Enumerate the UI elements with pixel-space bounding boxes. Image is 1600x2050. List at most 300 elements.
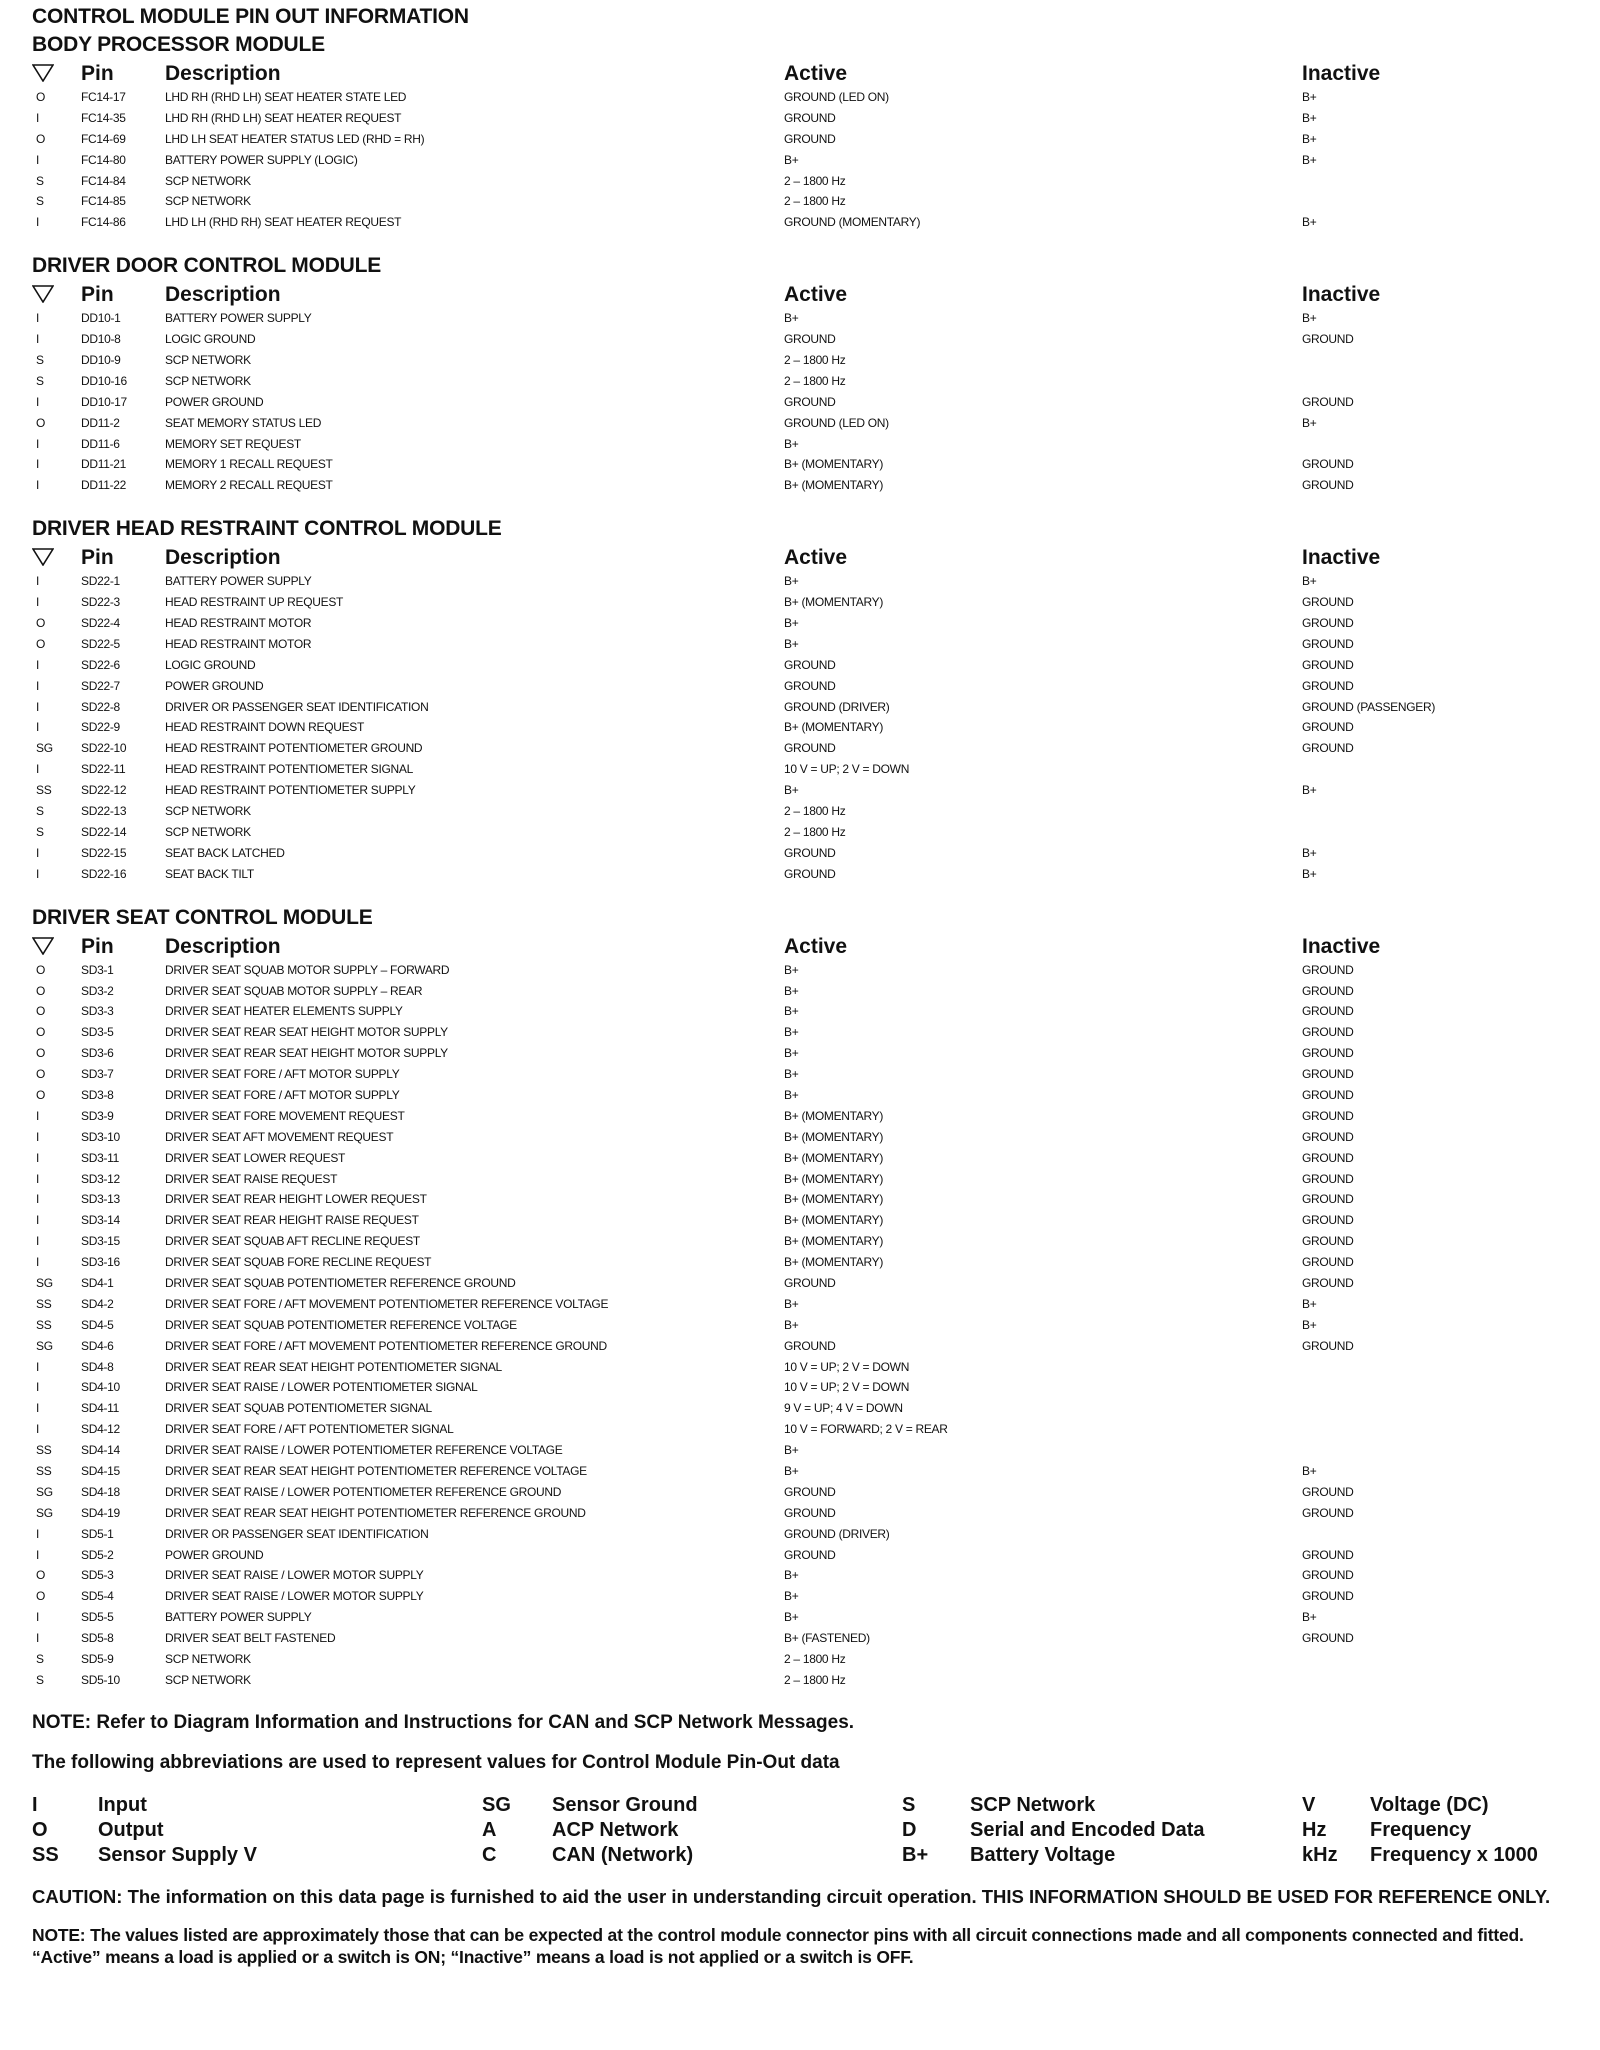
header-active: Active	[784, 62, 848, 85]
pin-type: S	[36, 1652, 44, 1666]
pin-type: O	[36, 1004, 46, 1019]
pin-description: MEMORY 1 RECALL REQUEST	[165, 457, 333, 472]
pin-type: S	[36, 173, 44, 188]
pin-type: I	[36, 1547, 40, 1562]
pin-type: O	[36, 983, 46, 998]
pin-type: O	[36, 1067, 46, 1082]
active-value: B+	[784, 436, 799, 451]
header-pin: Pin	[81, 546, 114, 570]
table-row	[32, 108, 1580, 129]
pin-type: I	[36, 332, 40, 347]
pin-description: BATTERY POWER SUPPLY	[165, 311, 312, 326]
abbreviation-code: O	[32, 1818, 48, 1841]
active-value: 10 V = FORWARD; 2 V = REAR	[784, 1422, 948, 1437]
table-row	[32, 1231, 1580, 1252]
table-row	[32, 613, 1580, 634]
active-value: B+	[784, 1087, 799, 1102]
pin-type: I	[36, 436, 40, 451]
inactive-value: B+	[1302, 110, 1317, 125]
active-value: GROUND	[784, 866, 836, 881]
pin-id: DD11-2	[81, 415, 120, 430]
connector-type-triangle-icon	[32, 548, 54, 566]
active-value: GROUND	[784, 1505, 836, 1520]
active-value: GROUND (DRIVER)	[784, 1526, 890, 1541]
pin-type: I	[36, 866, 40, 881]
table-row	[32, 1294, 1580, 1315]
pin-id: SD3-5	[81, 1025, 114, 1040]
abbreviation-code: A	[482, 1818, 497, 1841]
inactive-value: B+	[1302, 415, 1317, 430]
pin-type: I	[36, 1213, 40, 1228]
pin-id: FC14-85	[81, 194, 126, 209]
header-pin: Pin	[81, 62, 114, 85]
inactive-value: GROUND	[1302, 457, 1354, 472]
pinout-page	[32, 4, 1580, 1968]
module-section	[32, 253, 1580, 496]
pin-type: I	[36, 1150, 40, 1165]
pin-description: DRIVER SEAT RAISE / LOWER POTENTIOMETER SIGNAL	[165, 1380, 478, 1395]
pin-type: SG	[36, 1484, 53, 1499]
active-value: B+ (MOMENTARY)	[784, 1213, 884, 1228]
header-inactive: Inactive	[1302, 546, 1381, 570]
pin-description: DRIVER SEAT HEATER ELEMENTS SUPPLY	[165, 1004, 403, 1019]
active-value: GROUND	[784, 741, 836, 756]
table-row	[32, 1398, 1580, 1419]
active-value: B+	[784, 311, 799, 326]
pin-description: POWER GROUND	[165, 678, 264, 693]
pin-type: I	[36, 1129, 40, 1144]
active-value: GROUND	[784, 131, 836, 146]
pin-type: I	[36, 1359, 40, 1374]
active-value: B+	[784, 1589, 799, 1604]
header-description: Description	[165, 283, 281, 307]
abbreviation-code: Hz	[1302, 1818, 1327, 1841]
section-title: DRIVER HEAD RESTRAINT CONTROL MODULE	[32, 517, 502, 541]
active-value: 2 – 1800 Hz	[784, 353, 846, 368]
abbreviation-meaning: Frequency	[1370, 1818, 1472, 1841]
abbreviations-legend	[32, 1793, 1580, 1871]
pin-description: SCP NETWORK	[165, 194, 251, 209]
table-row	[32, 392, 1580, 413]
inactive-value: GROUND	[1302, 332, 1354, 347]
pin-description: HEAD RESTRAINT DOWN REQUEST	[165, 720, 365, 735]
pin-type: SS	[36, 1317, 52, 1332]
inactive-value: GROUND	[1302, 1171, 1354, 1186]
active-value: B+	[784, 983, 799, 998]
pin-id: SD4-5	[81, 1317, 114, 1332]
pin-description: DRIVER SEAT FORE / AFT MOVEMENT POTENTIOMETER REFERENCE GROUND	[165, 1338, 607, 1353]
abbreviation-meaning: Serial and Encoded Data	[970, 1818, 1205, 1841]
header-pin: Pin	[81, 283, 114, 307]
pin-id: DD10-16	[81, 373, 127, 388]
inactive-value: B+	[1302, 783, 1317, 798]
abbreviation-code: SG	[482, 1793, 511, 1816]
pin-description: DRIVER SEAT SQUAB POTENTIOMETER REFERENCE VOLTAGE	[165, 1317, 517, 1332]
abbreviation-code: S	[902, 1793, 916, 1816]
table-row	[32, 1148, 1580, 1169]
pin-type: I	[36, 1380, 40, 1395]
table-row	[32, 571, 1580, 592]
pin-description: DRIVER SEAT REAR SEAT HEIGHT MOTOR SUPPLY	[165, 1046, 448, 1061]
pin-type: I	[36, 1610, 40, 1625]
inactive-value: B+	[1302, 866, 1317, 881]
section-title: BODY PROCESSOR MODULE	[32, 33, 325, 56]
table-row	[32, 308, 1580, 329]
table-row	[32, 676, 1580, 697]
active-value: GROUND	[784, 678, 836, 693]
inactive-value: GROUND	[1302, 1338, 1354, 1353]
pin-description: DRIVER SEAT RAISE / LOWER MOTOR SUPPLY	[165, 1589, 424, 1604]
pin-id: SD5-8	[81, 1631, 114, 1646]
pin-description: DRIVER SEAT REAR SEAT HEIGHT POTENTIOMETER REFERENCE VOLTAGE	[165, 1463, 587, 1478]
inactive-value: GROUND	[1302, 636, 1354, 651]
abbreviation-meaning: Input	[98, 1793, 147, 1816]
table-row	[32, 1273, 1580, 1294]
active-value: 2 – 1800 Hz	[784, 824, 846, 839]
pin-type: I	[36, 1108, 40, 1123]
pin-type: O	[36, 1087, 46, 1102]
pin-type: O	[36, 1046, 46, 1061]
pin-description: SCP NETWORK	[165, 804, 251, 819]
pin-id: SD3-15	[81, 1234, 120, 1249]
active-value: B+ (MOMENTARY)	[784, 1192, 884, 1207]
pin-description: POWER GROUND	[165, 394, 264, 409]
active-value: GROUND	[784, 110, 836, 125]
table-row	[32, 843, 1580, 864]
abbreviation-meaning: Sensor Supply V	[98, 1843, 257, 1866]
pin-description: DRIVER SEAT SQUAB POTENTIOMETER REFERENCE GROUND	[165, 1275, 516, 1290]
table-row	[32, 1649, 1580, 1670]
pin-id: SD5-3	[81, 1568, 114, 1583]
pin-id: SD3-12	[81, 1171, 120, 1186]
pin-id: FC14-69	[81, 131, 126, 146]
table-row	[32, 801, 1580, 822]
pin-id: SD4-6	[81, 1338, 114, 1353]
pin-type: I	[36, 394, 40, 409]
pin-description: DRIVER SEAT REAR HEIGHT RAISE REQUEST	[165, 1213, 419, 1228]
pin-type: O	[36, 1589, 46, 1604]
active-value: B+ (MOMENTARY)	[784, 457, 884, 472]
pin-id: SD3-1	[81, 962, 114, 977]
pin-id: FC14-84	[81, 173, 126, 188]
table-row	[32, 475, 1580, 496]
final-note: NOTE: The values listed are approximately those that can be expected at the control module connector pins with all circuit connections made and all components connected and fitted. “Active” means a load is applied or a switch is ON; “Inactive” means a load is not applied or a switch is OFF.	[32, 1924, 1524, 1967]
pin-description: DRIVER SEAT SQUAB POTENTIOMETER SIGNAL	[165, 1401, 432, 1416]
inactive-value: GROUND	[1302, 741, 1354, 756]
pin-type: I	[36, 1401, 40, 1416]
table-header	[32, 61, 1580, 87]
pin-id: SD5-5	[81, 1610, 114, 1625]
table-row	[32, 759, 1580, 780]
active-value: 2 – 1800 Hz	[784, 194, 846, 209]
pin-id: SD22-9	[81, 720, 120, 735]
active-value: GROUND	[784, 1547, 836, 1562]
pin-type: SS	[36, 1463, 52, 1478]
pin-id: SD22-13	[81, 804, 127, 819]
table-row	[32, 129, 1580, 150]
pin-description: SCP NETWORK	[165, 353, 251, 368]
active-value: GROUND	[784, 657, 836, 672]
table-row	[32, 1503, 1580, 1524]
pin-id: DD11-6	[81, 436, 120, 451]
header-pin: Pin	[81, 934, 114, 958]
active-value: 10 V = UP; 2 V = DOWN	[784, 1380, 910, 1395]
inactive-value: GROUND	[1302, 1568, 1354, 1583]
inactive-value: GROUND	[1302, 1004, 1354, 1019]
table-row	[32, 350, 1580, 371]
active-value: 2 – 1800 Hz	[784, 804, 846, 819]
table-row	[32, 1085, 1580, 1106]
header-description: Description	[165, 62, 281, 85]
header-inactive: Inactive	[1302, 934, 1381, 958]
active-value: B+ (MOMENTARY)	[784, 478, 884, 493]
abbreviation-code: kHz	[1302, 1843, 1338, 1866]
pin-id: SD22-16	[81, 866, 127, 881]
pin-type: SG	[36, 1505, 53, 1520]
active-value: B+	[784, 1296, 799, 1311]
pin-type: O	[36, 90, 46, 104]
pin-type: S	[36, 804, 44, 819]
pin-type: S	[36, 1672, 44, 1687]
table-row	[32, 371, 1580, 392]
pin-description: LHD LH (RHD RH) SEAT HEATER REQUEST	[165, 215, 402, 230]
pin-type: S	[36, 373, 44, 388]
pin-id: SD5-1	[81, 1526, 114, 1541]
active-value: B+	[784, 1317, 799, 1332]
pin-id: SD4-1	[81, 1275, 114, 1290]
table-row	[32, 822, 1580, 843]
table-row	[32, 1315, 1580, 1336]
active-value: GROUND (LED ON)	[784, 415, 889, 430]
inactive-value: GROUND	[1302, 1067, 1354, 1082]
pin-description: DRIVER SEAT RAISE / LOWER MOTOR SUPPLY	[165, 1568, 424, 1583]
pin-id: FC14-17	[81, 90, 126, 104]
pin-type: I	[36, 152, 40, 167]
pin-description: MEMORY 2 RECALL REQUEST	[165, 478, 333, 493]
pin-description: DRIVER SEAT FORE / AFT MOTOR SUPPLY	[165, 1067, 400, 1082]
pin-id: SD22-1	[81, 574, 120, 589]
pin-type: O	[36, 962, 46, 977]
table-row	[32, 1210, 1580, 1231]
table-header	[32, 934, 1580, 960]
pin-type: S	[36, 824, 44, 839]
table-row	[32, 1357, 1580, 1378]
active-value: B+ (MOMENTARY)	[784, 1255, 884, 1270]
pin-type: I	[36, 1422, 40, 1437]
inactive-value: B+	[1302, 131, 1317, 146]
pin-description: BATTERY POWER SUPPLY (LOGIC)	[165, 152, 358, 167]
inactive-value: GROUND	[1302, 962, 1354, 977]
active-value: B+	[784, 1568, 799, 1583]
table-row	[32, 1586, 1580, 1607]
pin-type: I	[36, 1526, 40, 1541]
pin-id: FC14-86	[81, 215, 126, 230]
inactive-value: B+	[1302, 215, 1317, 230]
active-value: B+	[784, 1025, 799, 1040]
pin-description: DRIVER SEAT SQUAB MOTOR SUPPLY – FORWARD	[165, 962, 450, 977]
pin-id: SD5-10	[81, 1672, 120, 1687]
table-row	[32, 655, 1580, 676]
sections-container	[32, 32, 1580, 1691]
table-row	[32, 697, 1580, 718]
inactive-value: B+	[1302, 1317, 1317, 1332]
pin-id: SD3-2	[81, 983, 114, 998]
pin-id: DD11-21	[81, 457, 127, 472]
pin-id: SD4-10	[81, 1380, 120, 1395]
active-value: B+	[784, 962, 799, 977]
pin-description: DRIVER SEAT REAR SEAT HEIGHT POTENTIOMETER SIGNAL	[165, 1359, 502, 1374]
pin-description: LHD RH (RHD LH) SEAT HEATER STATE LED	[165, 90, 407, 104]
active-value: GROUND	[784, 1338, 836, 1353]
pin-description: DRIVER SEAT AFT MOVEMENT REQUEST	[165, 1129, 394, 1144]
abbreviation-meaning: Sensor Ground	[552, 1793, 698, 1816]
table-row	[32, 1419, 1580, 1440]
pin-id: SD4-11	[81, 1401, 119, 1416]
header-inactive: Inactive	[1302, 283, 1381, 307]
pin-description: DRIVER SEAT REAR HEIGHT LOWER REQUEST	[165, 1192, 427, 1207]
pin-id: SD3-16	[81, 1255, 120, 1270]
pin-description: DRIVER SEAT SQUAB FORE RECLINE REQUEST	[165, 1255, 432, 1270]
active-value: GROUND (LED ON)	[784, 90, 889, 104]
active-value: B+ (MOMENTARY)	[784, 595, 884, 610]
inactive-value: B+	[1302, 1610, 1317, 1625]
pin-type: I	[36, 595, 40, 610]
connector-type-triangle-icon	[32, 937, 54, 955]
pin-id: SD3-8	[81, 1087, 114, 1102]
section-title: DRIVER DOOR CONTROL MODULE	[32, 254, 382, 278]
inactive-value: B+	[1302, 90, 1317, 104]
pin-id: SD5-9	[81, 1652, 114, 1666]
inactive-value: B+	[1302, 152, 1317, 167]
pin-description: DRIVER SEAT REAR SEAT HEIGHT POTENTIOMETER REFERENCE GROUND	[165, 1505, 586, 1520]
table-row	[32, 1127, 1580, 1148]
pin-id: SD4-2	[81, 1296, 114, 1311]
table-row	[32, 1106, 1580, 1127]
pin-id: SD3-14	[81, 1213, 120, 1228]
pin-id: SD22-8	[81, 699, 120, 714]
abbreviation-meaning: CAN (Network)	[552, 1843, 694, 1866]
active-value: B+ (MOMENTARY)	[784, 1129, 884, 1144]
table-row	[32, 434, 1580, 455]
connector-type-triangle-icon	[32, 64, 54, 82]
pin-description: DRIVER SEAT SQUAB MOTOR SUPPLY – REAR	[165, 983, 423, 998]
pin-type: O	[36, 131, 46, 146]
pin-description: DRIVER SEAT RAISE / LOWER POTENTIOMETER REFERENCE VOLTAGE	[165, 1443, 563, 1458]
abbreviation-meaning: ACP Network	[552, 1818, 679, 1841]
connector-type-triangle-icon	[32, 285, 54, 303]
table-row	[32, 717, 1580, 738]
inactive-value: GROUND	[1302, 1631, 1354, 1646]
pin-description: DRIVER SEAT FORE MOVEMENT REQUEST	[165, 1108, 405, 1123]
pin-type: I	[36, 1192, 40, 1207]
pin-type: I	[36, 215, 40, 230]
pin-type: SG	[36, 741, 53, 756]
pin-description: LHD LH SEAT HEATER STATUS LED (RHD = RH)	[165, 131, 425, 146]
pin-description: HEAD RESTRAINT UP REQUEST	[165, 595, 344, 610]
pin-type: O	[36, 636, 46, 651]
table-row	[32, 1628, 1580, 1649]
inactive-value: GROUND	[1302, 1046, 1354, 1061]
table-row	[32, 738, 1580, 759]
pin-type: O	[36, 415, 46, 430]
pin-id: SD4-14	[81, 1443, 120, 1458]
abbreviations-intro: The following abbreviations are used to represent values for Control Module Pin-Out data	[32, 1751, 840, 1773]
pin-type: I	[36, 720, 40, 735]
inactive-value: GROUND	[1302, 1150, 1354, 1165]
pin-description: HEAD RESTRAINT POTENTIOMETER SIGNAL	[165, 762, 413, 777]
pin-type: SS	[36, 1296, 52, 1311]
pin-type: I	[36, 311, 40, 326]
table-row	[32, 150, 1580, 171]
active-value: 10 V = UP; 2 V = DOWN	[784, 1359, 910, 1374]
active-value: B+ (MOMENTARY)	[784, 720, 884, 735]
abbreviation-meaning: Battery Voltage	[970, 1843, 1116, 1866]
pin-type: I	[36, 845, 40, 860]
pin-type: I	[36, 1234, 40, 1249]
pin-description: SEAT BACK TILT	[165, 866, 254, 881]
table-row	[32, 1461, 1580, 1482]
header-inactive: Inactive	[1302, 62, 1381, 85]
pin-id: SD22-6	[81, 657, 120, 672]
pin-description: SCP NETWORK	[165, 373, 251, 388]
table-row	[32, 634, 1580, 655]
pin-type: I	[36, 574, 40, 589]
table-row	[32, 87, 1580, 108]
active-value: GROUND (MOMENTARY)	[784, 215, 921, 230]
pin-id: SD22-7	[81, 678, 120, 693]
table-row	[32, 1064, 1580, 1085]
active-value: B+	[784, 636, 799, 651]
pin-type: I	[36, 1171, 40, 1186]
pin-id: SD3-9	[81, 1108, 114, 1123]
table-row	[32, 1377, 1580, 1398]
active-value: B+	[784, 616, 799, 631]
pin-description: HEAD RESTRAINT POTENTIOMETER GROUND	[165, 741, 423, 756]
table-row	[32, 191, 1580, 212]
abbreviation-code: SS	[32, 1843, 59, 1866]
table-row	[32, 1336, 1580, 1357]
pin-description: DRIVER SEAT SQUAB AFT RECLINE REQUEST	[165, 1234, 420, 1249]
pin-id: SD22-11	[81, 762, 126, 777]
pin-id: SD3-11	[81, 1150, 119, 1165]
header-active: Active	[784, 934, 848, 958]
inactive-value: B+	[1302, 1463, 1317, 1478]
pin-type: SS	[36, 1443, 52, 1458]
active-value: GROUND	[784, 1484, 836, 1499]
pin-id: SD22-5	[81, 636, 120, 651]
active-value: B+ (MOMENTARY)	[784, 1234, 884, 1249]
active-value: B+	[784, 1610, 799, 1625]
table-row	[32, 454, 1580, 475]
pin-id: DD10-1	[81, 311, 121, 326]
inactive-value: B+	[1302, 311, 1317, 326]
pin-type: I	[36, 1255, 40, 1270]
module-section	[32, 32, 1580, 233]
inactive-value: GROUND	[1302, 1213, 1354, 1228]
inactive-value: GROUND	[1302, 1087, 1354, 1102]
pin-description: SCP NETWORK	[165, 1652, 251, 1666]
pin-id: SD5-2	[81, 1547, 114, 1562]
table-row	[32, 1482, 1580, 1503]
pin-description: DRIVER SEAT RAISE / LOWER POTENTIOMETER REFERENCE GROUND	[165, 1484, 562, 1499]
pin-type: I	[36, 678, 40, 693]
active-value: 2 – 1800 Hz	[784, 173, 846, 188]
inactive-value: GROUND	[1302, 595, 1354, 610]
pin-id: SD3-6	[81, 1046, 114, 1061]
pin-id: SD3-3	[81, 1004, 114, 1019]
pin-description: HEAD RESTRAINT MOTOR	[165, 636, 312, 651]
abbreviation-code: D	[902, 1818, 917, 1841]
